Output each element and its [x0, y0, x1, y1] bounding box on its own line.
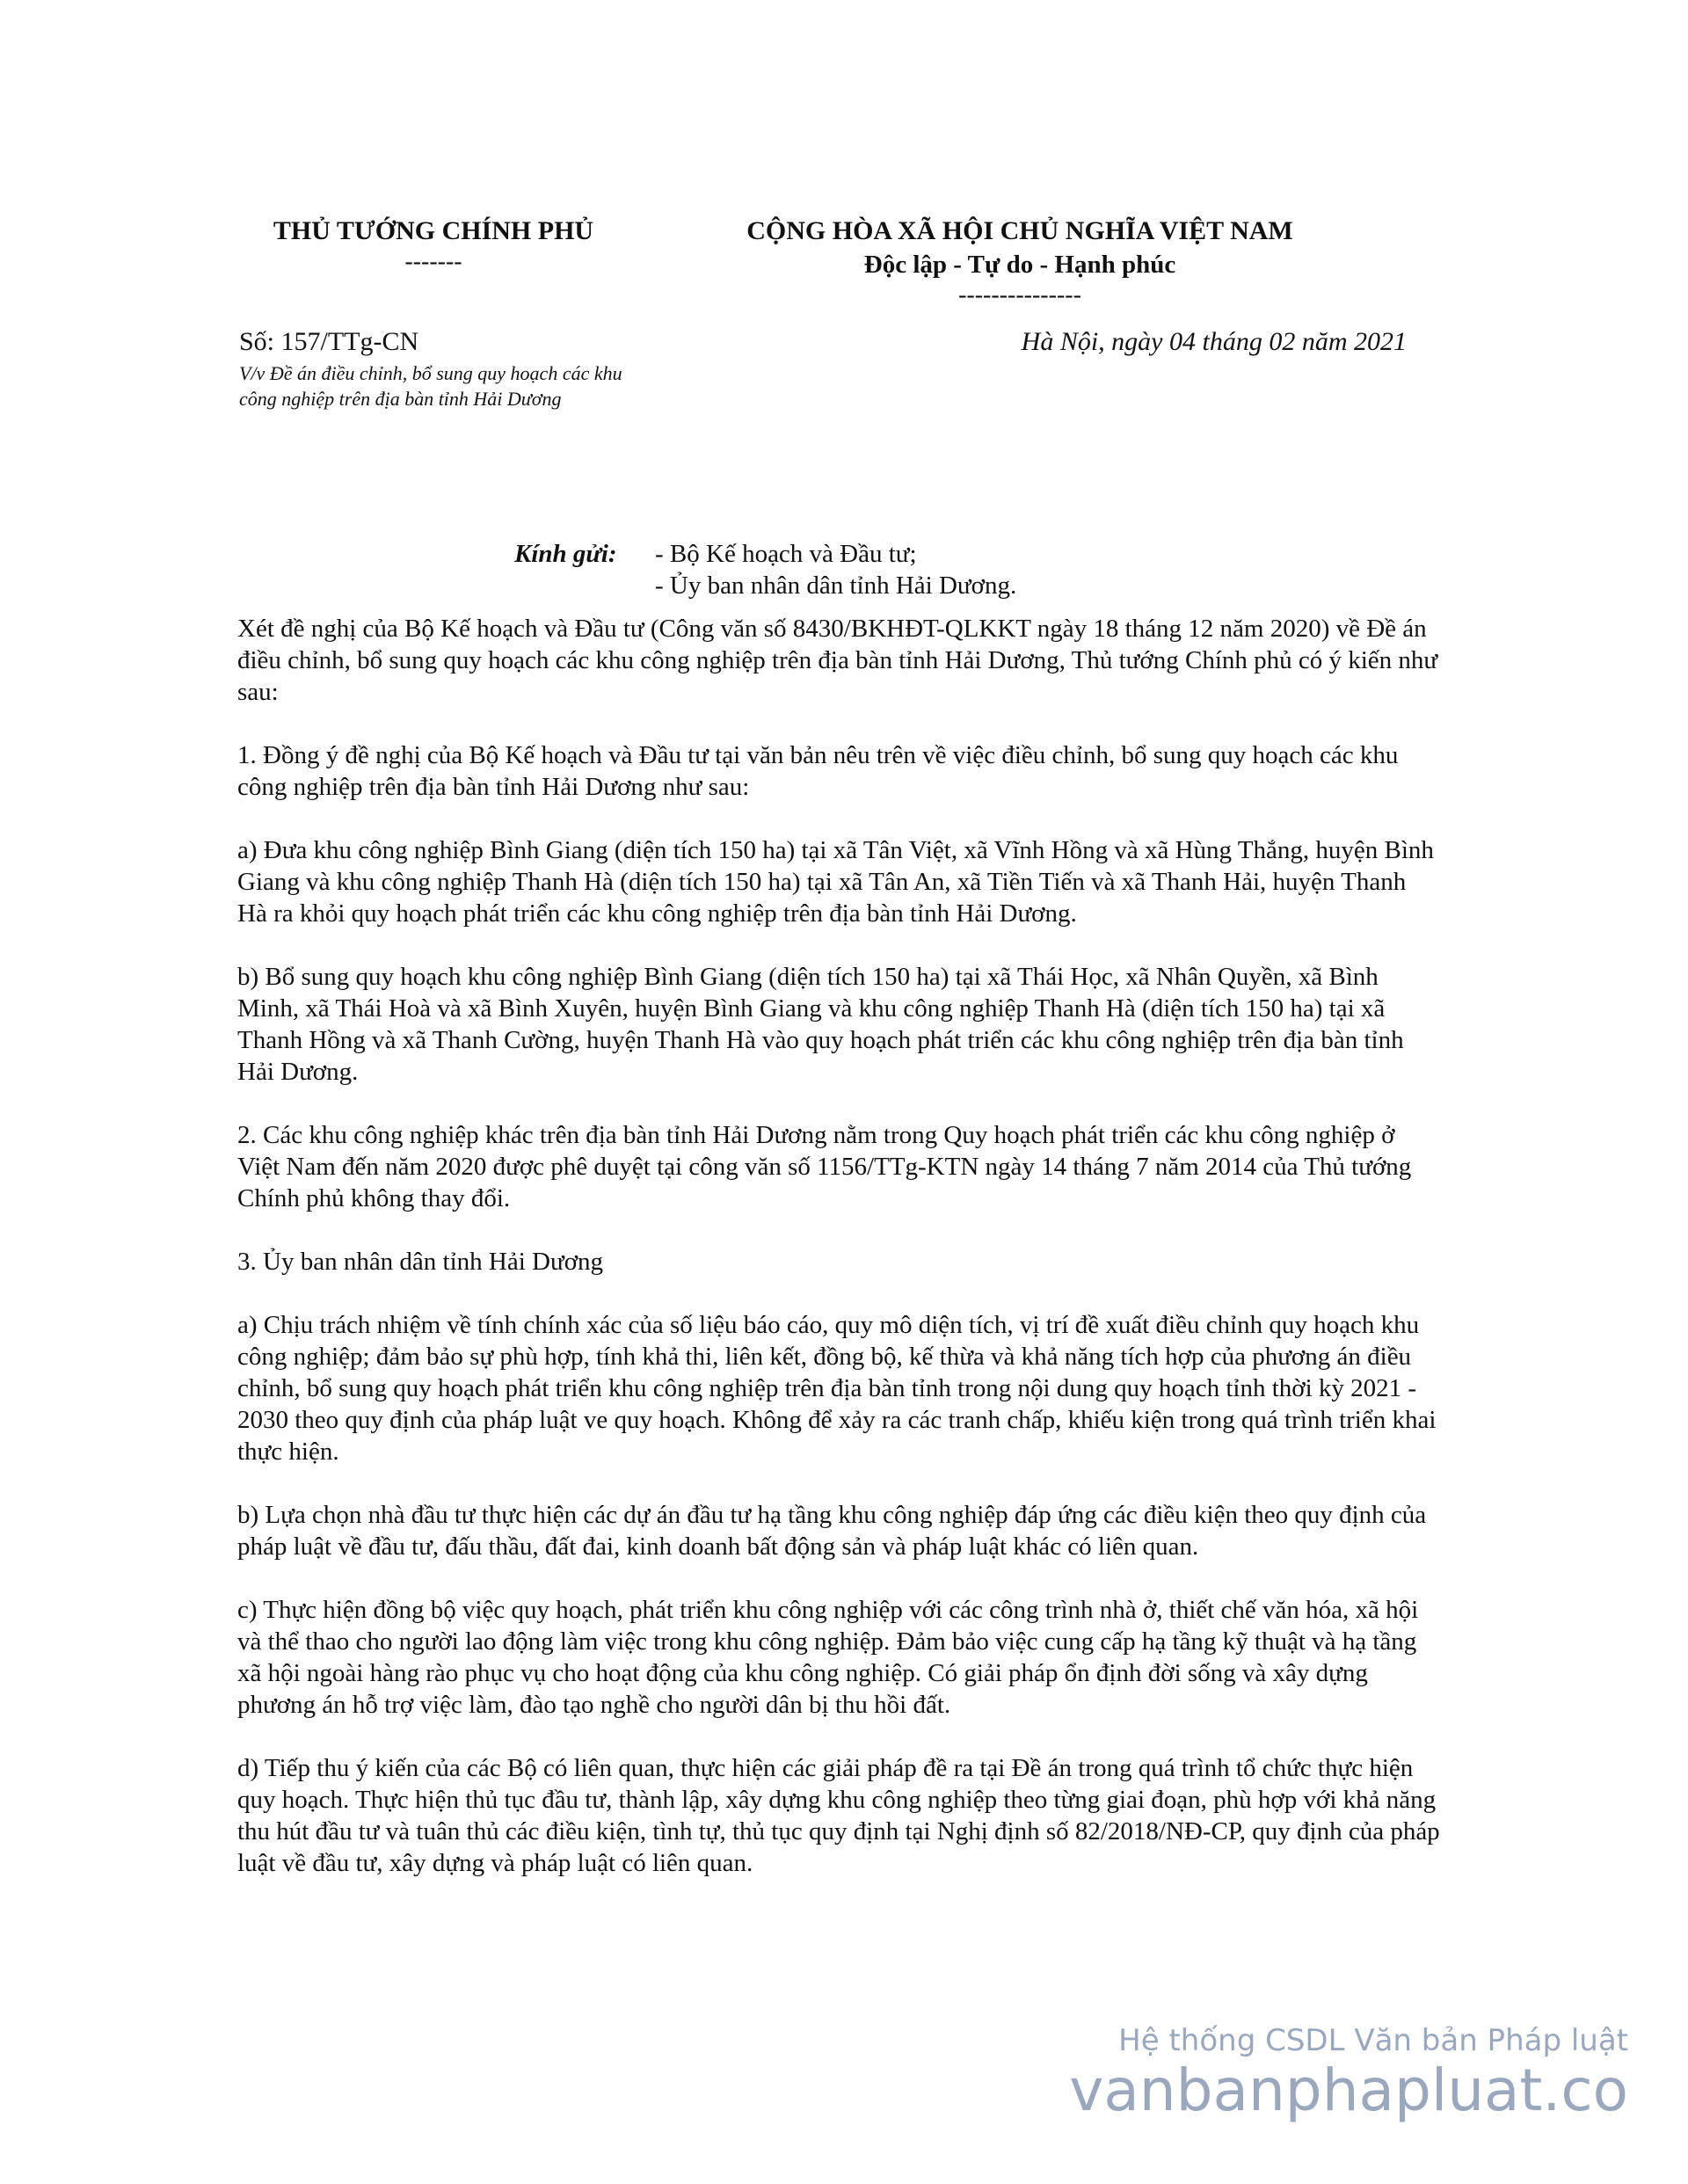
watermark-site: vanbanphapluat.co — [1069, 2057, 1628, 2124]
issuer-header — [236, 215, 631, 276]
issuer-divider: ------- — [404, 248, 462, 275]
body-paragraph: b) Bổ sung quy hoạch khu công nghiệp Bình Giang (diện tích 150 ha) tại xã Thái Học, xã Nhân Quyền, xã Bình Minh, xã Thái Hoà và xã Bình Xuyên, huyện Bình Giang và khu công nghiệp Thanh Hà (diện tích 150 ha) tại xã Thanh Hồng và xã Thanh Cường, huyện Thanh Hà vào quy hoạch phát triển các khu công nghiệp trên địa bàn tỉnh Hải Dương. — [237, 963, 1404, 1086]
body-paragraph: b) Lựa chọn nhà đầu tư thực hiện các dự án đầu tư hạ tầng khu công nghiệp đáp ứng các điều kiện theo quy định của pháp luật về đầu tư, đấu thầu, đất đai, kinh doanh bất động sản và pháp luật khác có liên quan. — [237, 1501, 1427, 1561]
document-number: Số: 157/TTg-CN — [239, 327, 419, 356]
national-title: CỘNG HÒA XÃ HỘI CHỦ NGHĨA VIỆT NAM — [746, 216, 1293, 245]
body-paragraph: 3. Ủy ban nhân dân tỉnh Hải Dương — [237, 1248, 604, 1276]
recipient-item: - Ủy ban nhân dân tỉnh Hải Dương. — [655, 571, 1017, 600]
body-paragraph: c) Thực hiện đồng bộ việc quy hoạch, phát triển khu công nghiệp với các công trình nhà ở, thiết chế văn hóa, xã hội và thể thao cho người lao động làm việc trong khu công nghiệp. Đảm bảo việc cung cấp hạ tầng kỹ thuật và hạ tầng xã hội ngoài hàng rào phục vụ cho hoạt động của khu công nghiệp. Có giải pháp ổn định đời sống và xây dựng phương án hỗ trợ việc làm, đào tạo nghề cho người dân bị thu hồi đất. — [237, 1596, 1419, 1719]
body-paragraph: a) Đưa khu công nghiệp Bình Giang (diện tích 150 ha) tại xã Tân Việt, xã Vĩnh Hồng và xã Hùng Thắng, huyện Bình Giang và khu công nghiệp Thanh Hà (diện tích 150 ha) tại xã Tân An, xã Tiền Tiến và xã Thanh Hải, huyện Thanh Hà ra khỏi quy hoạch phát triển các khu công nghiệp trên địa bàn tỉnh Hải Dương. — [237, 836, 1434, 928]
document-subject: V/v Đề án điều chỉnh, bổ sung quy hoạch các khu công nghiệp trên địa bàn tỉnh Hải Dương — [239, 362, 622, 410]
document-body — [237, 613, 1442, 1911]
body-paragraph: d) Tiếp thu ý kiến của các Bộ có liên quan, thực hiện các giải pháp đề ra tại Đề án trong quá trình tổ chức thực hiện quy hoạch. Thực hiện thủ tục đầu tư, thành lập, xây dựng khu công nghiệp theo từng giai đoạn, phù hợp với khả năng thu hút đầu tư và tuân thủ các điều kiện, tình tự, thủ tục quy định tại Nghị định số 82/2018/NĐ-CP, quy định của pháp luật về đầu tư, xây dựng và pháp luật có liên quan. — [237, 1754, 1440, 1877]
recipients-label: Kính gửi: — [514, 540, 617, 568]
body-paragraph: Xét đề nghị của Bộ Kế hoạch và Đầu tư (Công văn số 8430/BKHĐT-QLKKT ngày 18 tháng 12 năm 2020) về Đề án điều chỉnh, bổ sung quy hoạch các khu công nghiệp trên địa bàn tỉnh Hải Dương, Thủ tướng Chính phủ có ý kiến như sau: — [237, 615, 1438, 706]
issuer-title: THỦ TƯỚNG CHÍNH PHỦ — [273, 216, 594, 245]
body-paragraph: a) Chịu trách nhiệm về tính chính xác của số liệu báo cáo, quy mô diện tích, vị trí đề xuất điều chỉnh quy hoạch khu công nghiệp; đảm bảo sự phù hợp, tính khả thi, liên kết, đồng bộ, kế thừa và khả năng tích hợp của phương án điều chỉnh, bổ sung quy hoạch phát triển khu công nghiệp trên địa bàn tỉnh trong nội dung quy hoạch tỉnh thời kỳ 2021 - 2030 theo quy định của pháp luật ve quy hoạch. Không để xảy ra các tranh chấp, khiếu kiện trong quá trình triển khai thực hiện. — [237, 1311, 1437, 1466]
recipient-item: - Bộ Kế hoạch và Đầu tư; — [655, 540, 917, 568]
body-paragraph: 1. Đồng ý đề nghị của Bộ Kế hoạch và Đầu tư tại văn bản nêu trên về việc điều chỉnh, bổ sung quy hoạch các khu công nghiệp trên địa bàn tỉnh Hải Dương như sau: — [237, 741, 1399, 801]
national-header — [686, 215, 1354, 309]
national-divider: --------------- — [958, 281, 1081, 309]
watermark-caption: Hệ thống CSDL Văn bản Pháp luật — [1118, 2023, 1628, 2058]
recipients-list — [655, 538, 1016, 601]
national-motto: Độc lập - Tự do - Hạnh phúc — [863, 251, 1176, 279]
document-date: Hà Nội, ngày 04 tháng 02 năm 2021 — [1021, 327, 1407, 356]
body-paragraph: 2. Các khu công nghiệp khác trên địa bàn tỉnh Hải Dương nằm trong Quy hoạch phát triển các khu công nghiệp ở Việt Nam đến năm 2020 được phê duyệt tại công văn số 1156/TTg-KTN ngày 14 tháng 7 năm 2014 của Thủ tướng Chính phủ không thay đổi. — [237, 1121, 1412, 1212]
